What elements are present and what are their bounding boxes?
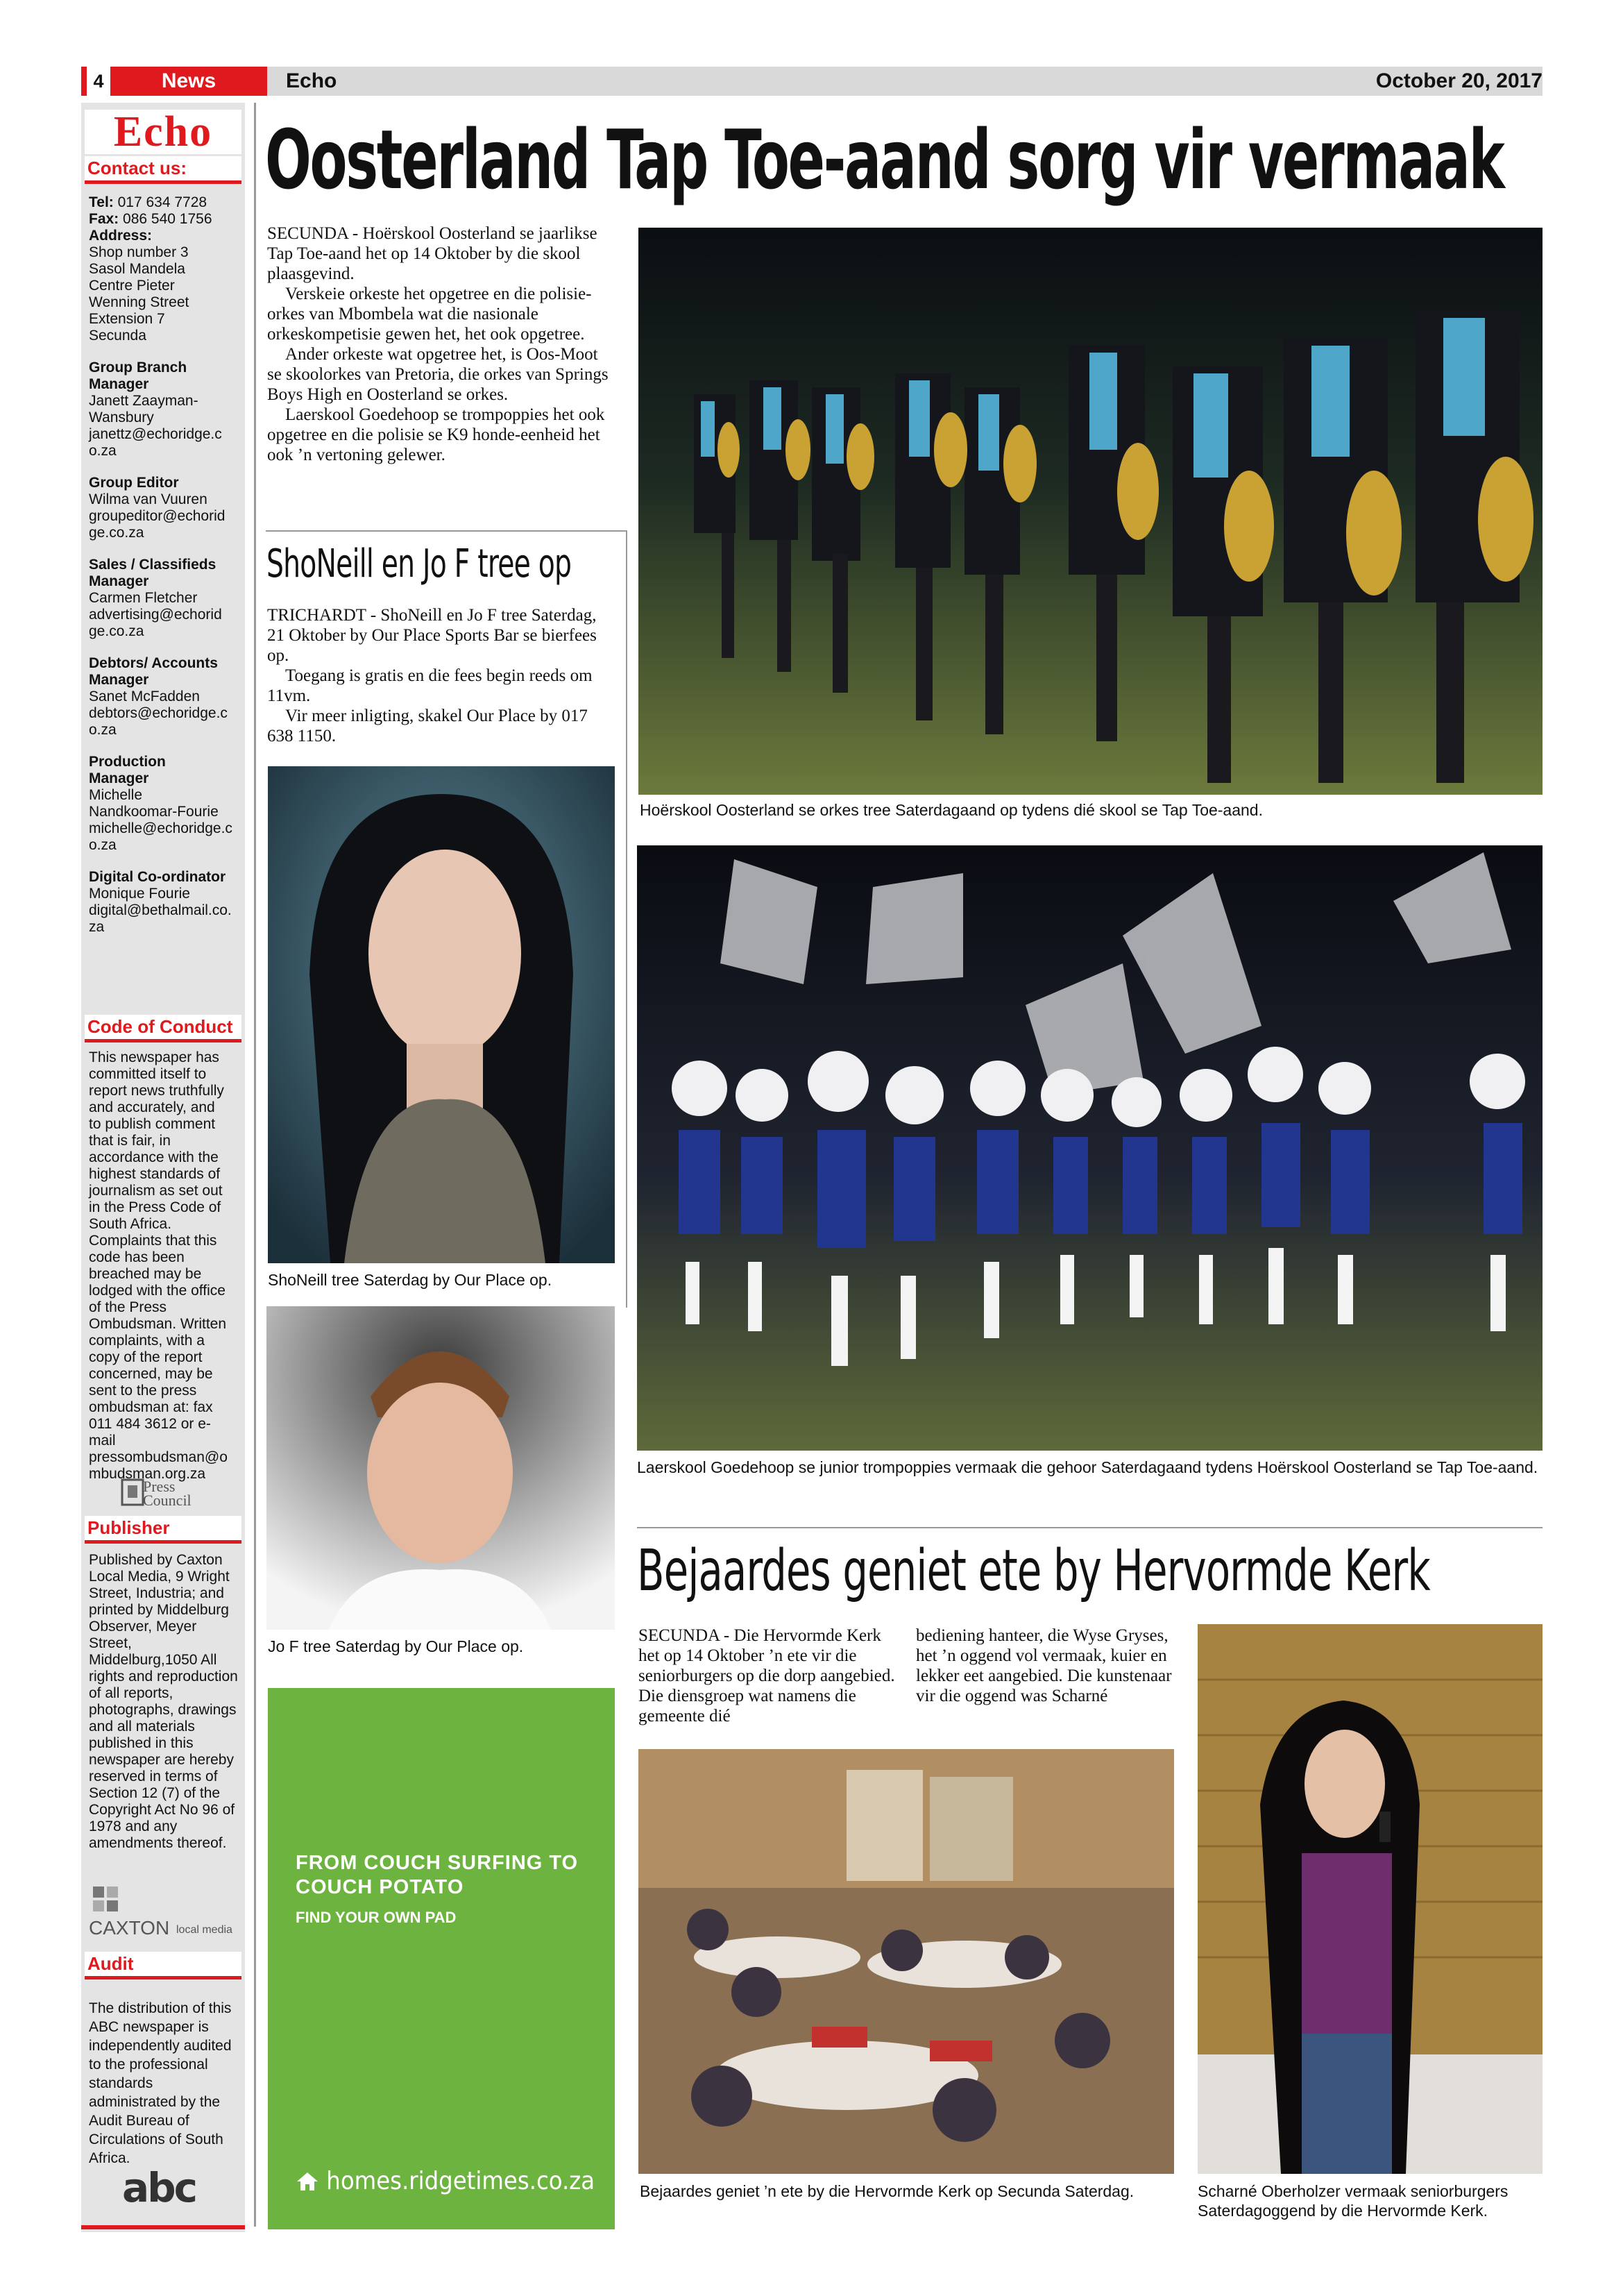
lead-body: SECUNDA - Hoërskool Oosterland se jaarlikse Tap Toe-aand het op 14 Oktober by die skool plaasgevind. Verskeie orkeste het opgetree en die polisie-orkes van Mbombela wat die nasionale orkeskompetisie gewen het, het ook opgetree. Ander orkeste wat opgetree het, is Oos-Moot se skoolorkes van Pretoria, die orkes van Springs Boys High en Oosterland se orkes. Laerskool Goedehoop se trompoppies het ook opgetree en die polisie se K9 honde-eenheid het ook ’n vertoning gelewer. xyxy=(267,224,609,464)
code-of-conduct-heading: Code of Conduct xyxy=(85,1015,241,1043)
page-number: 4 xyxy=(81,67,110,96)
audit-text: The distribution of this ABC newspaper is independently audited to the professional standards administrated by the Audit Bureau of Circulations of South Africa. xyxy=(89,2000,232,2166)
shoneill-caption: ShoNeill tree Saterdag by Our Place op. xyxy=(268,1271,552,1289)
advert-subline: FIND YOUR OWN PAD xyxy=(296,1909,457,1926)
abc-logo: abc xyxy=(122,2164,196,2211)
staff-entry: Group Branch Manager Janett Zaayman-Wansbury janettz@echoridge.co.za xyxy=(89,360,222,459)
band-photo xyxy=(638,228,1543,795)
contact-details: Tel: 017 634 7728 Fax: 086 540 1756 Address: Shop number 3 Sasol Mandela Centre Pieter Wenning Street Extension 7 Secunda Group Branch Manager Janett Zaayman-Wansbury janettz@echoridge.co.za Group Editor Wilma van Vuuren groupeditor@echoridge.co.za Sales / Classifieds Manager Carmen Fletcher advertising@echoridge.co.za Debtors/ Accounts Manager Sanet McFadden debtors@echoridge.co.za Production Manager Michelle Nandkoomar-Fourie michelle@echoridge.co.za Digital Co-ordinator Monique Fourie digital@bethalmail.co.za xyxy=(89,194,241,951)
story3-col2: bediening hanteer, die Wyse Gryses, het ’n oggend vol vermaak, kuier en lekker eet aangebied. Die kunstenaar vir die oggend was Scharné xyxy=(916,1626,1172,1705)
advert-url[interactable]: homes.ridgetimes.co.za xyxy=(296,2167,595,2195)
caxton-logo: CAXTON local media xyxy=(86,1882,241,1941)
advert-homes[interactable] xyxy=(268,1688,615,2229)
staff-entry: Production Manager Michelle Nandkoomar-Fourie michelle@echoridge.co.za xyxy=(89,754,232,853)
story3-col1: SECUNDA - Die Hervormde Kerk het op 14 Oktober ’n ete vir die seniorburgers op die dorp aangebied. Die diensgroep wat namens die gemeente dié xyxy=(638,1626,895,1725)
bejaardes-photo-image xyxy=(638,1749,1174,2174)
story2-body: TRICHARDT - ShoNeill en Jo F tree Saterdag, 21 Oktober by Our Place Sports Bar se bierfees op. Toegang is gratis en die fees begin reeds om 11vm. Vir meer inligting, skakel Our Place by 017 638 1150. xyxy=(267,606,597,745)
caxton-mark-icon xyxy=(90,1882,125,1916)
scharne-photo xyxy=(1198,1624,1543,2174)
lead-rule xyxy=(266,530,627,532)
press-council-logo: Press Council xyxy=(119,1477,210,1510)
scharne-caption: Scharné Oberholzer vermaak seniorburgers Saterdagoggend by die Hervormde Kerk. xyxy=(1198,2182,1509,2220)
shoneill-photo-image xyxy=(268,766,615,1263)
audit-heading: Audit xyxy=(85,1952,241,1980)
scharne-photo-image xyxy=(1198,1624,1543,2174)
advert-headline: FROM COUCH SURFING TO COUCH POTATO xyxy=(296,1852,579,1898)
staff-entry: Group Editor Wilma van Vuuren groupeditor@echoridge.co.za xyxy=(89,475,226,541)
bejaardes-photo xyxy=(638,1749,1174,2174)
jo-f-photo-image xyxy=(266,1306,615,1630)
staff-entry: Sales / Classifieds Manager Carmen Fletcher advertising@echoridge.co.za xyxy=(89,557,222,639)
publisher-text: Published by Caxton Local Media, 9 Wright Street, Industria; and printed by Middelburg Observer, Meyer Street, Middelburg,1050 All rights and reproduction of all reports, photographs, drawings and all materials published in this newspaper are hereby reserved in terms of Section 12 (7) of the Copyright Act No 96 of 1978 and any amendments thereof. xyxy=(89,1552,238,1851)
sidebar-bottom-rule xyxy=(81,2225,245,2229)
staff-entry: Digital Co-ordinator Monique Fourie digital@bethalmail.co.za xyxy=(89,869,232,935)
majorettes-photo xyxy=(637,845,1543,1451)
story3-headline: Bejaardes geniet ete by Hervormde Kerk xyxy=(637,1538,1430,1604)
majorettes-photo-image xyxy=(637,845,1543,1451)
echo-logo: Echo xyxy=(85,110,241,154)
band-photo-caption: Hoërskool Oosterland se orkes tree Saterdagaand op tydens dié skool se Tap Toe-aand. xyxy=(640,801,1263,819)
contact-heading: Contact us: xyxy=(85,156,241,184)
bejaardes-caption: Bejaardes geniet ’n ete by die Hervormde Kerk op Secunda Saterdag. xyxy=(640,2182,1135,2200)
section-label: News xyxy=(110,67,267,96)
story3-rule xyxy=(637,1527,1543,1528)
staff-entry: Debtors/ Accounts Manager Sanet McFadden debtors@echoridge.co.za xyxy=(89,655,228,738)
publication-name: Echo xyxy=(286,69,337,92)
jo-f-caption: Jo F tree Saterdag by Our Place op. xyxy=(268,1637,524,1655)
sidebar-divider xyxy=(254,103,256,2227)
home-icon xyxy=(296,2171,319,2192)
jo-f-photo xyxy=(266,1306,615,1630)
story2-headline: ShoNeill en Jo F tree op xyxy=(266,541,572,586)
publisher-heading: Publisher xyxy=(85,1516,241,1544)
story-box-rule xyxy=(626,530,627,1308)
lead-headline: Oosterland Tap Toe-aand sorg vir vermaak xyxy=(265,112,1504,208)
code-of-conduct-text: This newspaper has committed itself to report news truthfully and accurately, and to publish comment that is fair, in accordance with the highest standards of journalism as set out in the Press Code of South Africa. Complaints that this code has been breached may be lodged with the office of the Press Ombudsman. Written complaints, with a copy of the report concerned, may be sent to the press ombudsman at: fax 011 484 3612 or e-mail pressombudsman@ombudsman.org.za xyxy=(89,1049,228,1482)
majorettes-photo-caption: Laerskool Goedehoop se junior trompoppies vermaak die gehoor Saterdagaand tydens Hoërskool Oosterland se Tap Toe-aand. xyxy=(637,1458,1538,1476)
issue-date: October 20, 2017 xyxy=(1375,69,1543,92)
shoneill-photo xyxy=(268,766,615,1263)
band-photo-image xyxy=(638,228,1543,795)
